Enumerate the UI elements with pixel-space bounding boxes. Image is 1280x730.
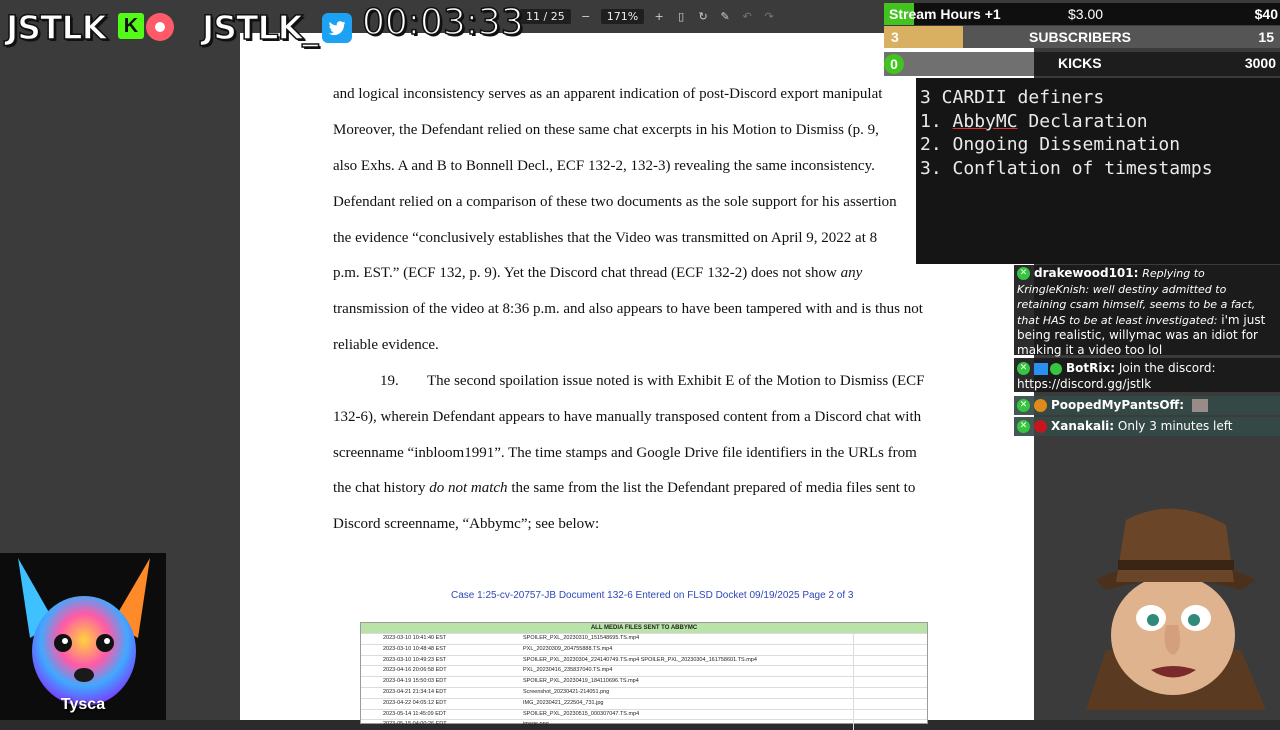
chat-message	[1014, 396, 1280, 415]
exhibit-spreadsheet	[360, 622, 928, 728]
sheet-empty-cell	[853, 666, 927, 676]
record-icon	[146, 13, 174, 41]
kick-badge-icon: ✕	[1017, 420, 1030, 433]
chat-username: BotRix:	[1066, 361, 1116, 375]
sheet-timestamp: 2023-04-16 20:06:58 EDT	[383, 667, 447, 674]
sheet-empty-cell	[853, 710, 927, 720]
sheet-row	[361, 719, 927, 730]
chat-text: Join the discord: https://discord.gg/jstlk	[1017, 361, 1216, 391]
page-number-input[interactable]: 11 / 25	[520, 9, 571, 24]
undo-icon[interactable]: ↶	[742, 9, 752, 23]
doc-line: also Exhs. A and B to Bonnell Decl., ECF 132-2, 132-3) revealing the same inconsistency.	[333, 158, 875, 174]
sheet-empty-cell	[853, 634, 927, 644]
stream-hours-amount: $3.00	[1068, 6, 1104, 22]
kick-icon: K	[118, 13, 144, 39]
sheet-filename: Screenshot_20230421-214051.png	[523, 688, 610, 695]
zoom-out-icon[interactable]: −	[581, 9, 591, 23]
sheet-timestamp: 2023-03-10 10:48:48 EST	[383, 645, 447, 652]
exhibit-header: Case 1:25-cv-20757-JB Document 132-6 Entered on FLSD Docket 09/19/2025 Page 2 of 3	[451, 590, 854, 601]
kicks-progress	[884, 52, 1034, 76]
notes-line: 3 CARDII definers	[920, 87, 1105, 108]
sheet-timestamp: 2023-04-22 04:05:12 EDT	[383, 699, 447, 706]
verified-icon	[1050, 363, 1062, 375]
redo-icon[interactable]: ↷	[764, 9, 774, 23]
goals-panel	[884, 0, 1280, 77]
kicks-goal-value: 3000	[1244, 55, 1276, 71]
pdf-page	[240, 33, 1034, 728]
notes-line: 2. Ongoing Dissemination	[920, 134, 1181, 155]
notes-panel	[916, 78, 1280, 264]
doc-line: screenname “inbloom1991”. The time stamps and Google Drive file identifiers in the URLs from	[333, 445, 917, 461]
sheet-empty-cell	[853, 720, 927, 730]
zoom-in-icon[interactable]: +	[654, 9, 664, 23]
kick-badge-icon: ✕	[1017, 399, 1030, 412]
chat-username: drakewood101:	[1034, 266, 1139, 280]
sheet-filename: PXL_20230309_204755888.TS.mp4	[523, 645, 613, 652]
doc-line: 132-6), wherein Defendant appears to have manually transposed content from a Discord chat with	[333, 409, 922, 425]
sheet-timestamp: 2023-04-21 21:34:14 EDT	[383, 688, 447, 695]
rotate-icon[interactable]: ↻	[698, 9, 708, 23]
subscribers-goal	[884, 26, 1280, 48]
channel-logo: JSTLK	[6, 8, 107, 47]
stream-timer: 00:03:33	[362, 2, 524, 43]
sub-badge-icon	[1034, 420, 1047, 433]
detective-avatar-icon	[1066, 500, 1280, 720]
kick-badge-icon: ✕	[1017, 362, 1030, 375]
sheet-filename: PXL_20230416_235837040.TS.mp4	[523, 667, 613, 674]
sheet-filename: IMG_20230421_222504_731.jpg	[523, 699, 604, 706]
sheet-timestamp: 2023-03-10 10:49:23 EST	[383, 656, 447, 663]
stream-hours-label: Stream Hours +1	[889, 6, 1001, 22]
subscribers-count: 3	[891, 29, 899, 45]
doc-line: Defendant relied on a comparison of these two documents as the sole support for his assertion	[333, 194, 897, 210]
twitter-bird-icon	[322, 13, 352, 43]
sheet-row	[361, 698, 927, 709]
sheet-empty-cell	[853, 677, 927, 687]
sheet-row	[361, 633, 927, 644]
doc-line: and logical inconsistency serves as an apparent indication of post-Discord export manipulat	[333, 86, 883, 102]
chat-message	[1014, 265, 1280, 355]
chat-overlay	[1014, 265, 1280, 437]
cat-emote-icon	[1192, 399, 1208, 412]
doc-line: reliable evidence.	[333, 337, 439, 353]
sheet-empty-cell	[853, 699, 927, 709]
chat-text: Only 3 minutes left	[1117, 419, 1233, 433]
kicks-label: KICKS	[1058, 55, 1102, 71]
sheet-timestamp: 2023-03-10 10:41:40 EST	[383, 635, 447, 641]
sheet-filename: SPOILER_PXL_20230304_224140749.TS.mp4 SPOILER_PXL_20230304_161758601.TS.mp4	[523, 656, 757, 663]
chat-message	[1014, 358, 1280, 392]
kicks-goal	[884, 52, 1280, 76]
sheet-row	[361, 709, 927, 720]
chat-reply-context: Replying to KringleKnish: well destiny admitted to retaining csam himself, seems to be a fact, that HAS to be at least investigated:	[1017, 267, 1256, 327]
sheet-filename: image.png	[523, 721, 549, 728]
paragraph-number: 19.	[380, 373, 399, 389]
doc-line: Moreover, the Defendant relied on these same chat excerpts in his Motion to Dismiss (p. 9,	[333, 122, 879, 138]
sheet-timestamp: 2023-05-14 11:45:09 EDT	[383, 710, 447, 717]
doc-line: the evidence “conclusively establishes that the Video was transmitted on April 9, 2022 at 8	[333, 230, 878, 246]
chat-message	[1014, 417, 1280, 436]
doc-line: the chat history do not match the same from the list the Defendant prepared of media files sent to	[333, 480, 916, 496]
sheet-empty-cell	[853, 688, 927, 698]
fit-page-icon[interactable]: ▯	[678, 9, 685, 23]
sheet-empty-cell	[853, 645, 927, 655]
chat-text: i'm just being realistic, willymac was an idiot for making it a video too lol	[1017, 312, 1266, 357]
doc-line: Discord screenname, “Abbymc”; see below:	[333, 516, 600, 532]
doc-line: The second spoilation issue noted is with Exhibit E of the Motion to Dismiss (ECF	[427, 373, 925, 389]
sheet-timestamp: 2023-04-19 15:50:03 EDT	[383, 678, 447, 685]
subscribers-label: SUBSCRIBERS	[1029, 29, 1131, 45]
chat-username: Xanakali:	[1051, 419, 1115, 433]
sub-badge-icon	[1034, 399, 1047, 412]
sheet-filename: SPOILER_PXL_20230419_184110696.TS.mp4	[523, 678, 639, 685]
sheet-timestamp: 2023-05-15 04:00:26 EDT	[383, 721, 447, 728]
doc-line: p.m. EST.” (ECF 132, p. 9). Yet the Discord chat thread (ECF 132-2) does not show any	[333, 265, 863, 281]
stream-hours-goal-value: $40	[1254, 6, 1278, 22]
sheet-row	[361, 676, 927, 687]
avatar-cam	[0, 553, 166, 720]
channel-logo-twitter: JSTLK_	[202, 8, 318, 47]
notes-line: 1. AbbyMC Declaration	[920, 110, 1148, 132]
sheet-empty-cell	[853, 656, 927, 666]
sheet-filename: SPOILER_PXL_20230310_151548695.TS.mp4	[523, 635, 640, 641]
zoom-level[interactable]: 171%	[601, 9, 644, 24]
stream-hours-goal	[884, 3, 1280, 25]
cam-name-label: Tysca	[60, 696, 106, 713]
bot-icon	[1034, 363, 1048, 375]
notes-line: 3. Conflation of timestamps	[920, 157, 1213, 179]
chat-username: PoopedMyPantsOff:	[1051, 398, 1185, 412]
sheet-row	[361, 687, 927, 698]
kick-badge-icon: ✕	[1017, 267, 1030, 280]
pdf-toolbar	[520, 6, 780, 26]
doc-line: transmission of the video at 8:36 p.m. and also appears to have been tampered with and is thus not	[333, 301, 923, 317]
kicks-count: 0	[884, 54, 904, 74]
sheet-title: ALL MEDIA FILES SENT TO ABBYMC	[361, 623, 927, 633]
subscribers-goal-value: 15	[1258, 29, 1274, 45]
sheet-filename: SPOILER_PXL_20230515_000307047.TS.mp4	[523, 710, 640, 717]
dog-avatar-icon	[0, 553, 166, 720]
sheet-row	[361, 665, 927, 676]
detective-character	[1066, 500, 1280, 720]
draw-icon[interactable]: ✎	[720, 9, 730, 23]
sheet-row	[361, 655, 927, 666]
sheet-row	[361, 644, 927, 655]
